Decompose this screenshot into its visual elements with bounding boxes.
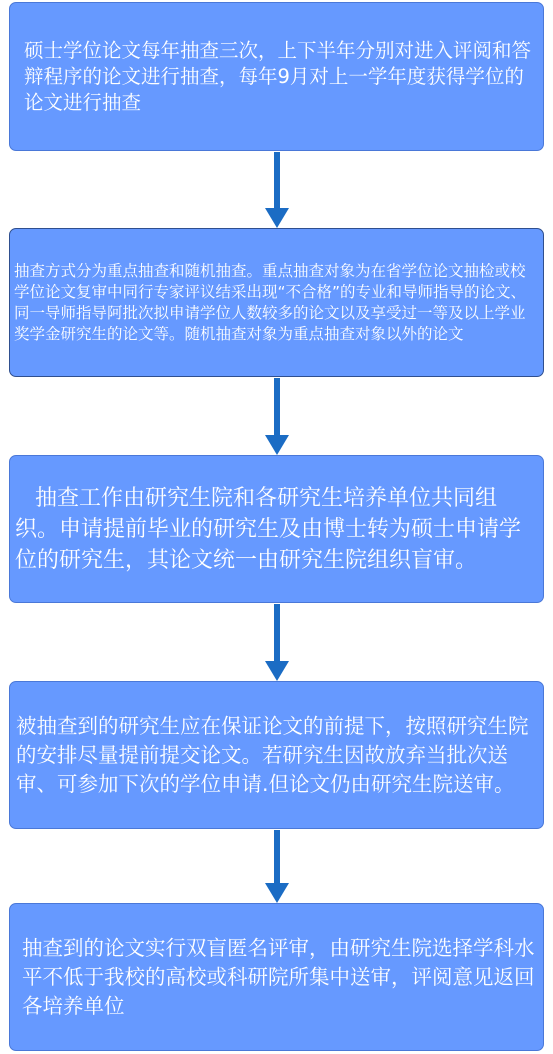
down-arrow-icon (265, 830, 289, 903)
arrow-head (265, 661, 289, 681)
flow-step-5 (9, 903, 544, 1051)
arrow-shaft (274, 378, 280, 437)
down-arrow-icon (265, 378, 289, 455)
arrow-shaft (274, 830, 280, 885)
flow-step-2-text: 抽查方式分为重点抽查和随机抽查。重点抽查对象为在省学位论文抽检或校学位论文复审中同行专家评议结采出现“不合格”的专业和导师指导的论文、同一导师指导阿批次拟申请学位人数较多的论文以及享受过一等及以上学业奖学金研究生的论文等。随机抽查对象为重点抽查对象以外的论文 (14, 261, 527, 343)
arrow-shaft (274, 152, 280, 210)
flow-step-2 (9, 228, 544, 377)
arrow-head (265, 883, 289, 903)
flow-step-3 (9, 455, 544, 603)
arrow-head (265, 208, 289, 228)
arrow-shaft (274, 604, 280, 663)
flow-step-3-text: 抽查工作由研究生院和各研究生培养单位共同组织。申请提前毕业的研究生及由博士转为硕士申请学位的研究生，其论文统一由研究生院组织盲审。 (15, 485, 522, 573)
down-arrow-icon (265, 152, 289, 228)
flow-step-4 (9, 681, 544, 829)
flow-step-1-text: 硕士学位论文每年抽查三次，上下半年分别对进入评阅和答辩程序的论文进行抽查，每年9月对上一学年度获得学位的论文进行抽查 (24, 38, 532, 114)
arrow-head (265, 435, 289, 455)
flow-step-4-text: 被抽查到的研究生应在保证论文的前提下，按照研究生院的安排尽量提前提交论文。若研究生因故放弃当批次送审、可参加下次的学位申请.但论文仍由研究生院送审。 (16, 713, 529, 796)
flow-step-1 (9, 2, 544, 151)
flow-step-5-text: 抽查到的论文实行双盲匿名评审，由研究生院选择学科水平不低于我校的高校或科研院所集中送审，评阅意见返回各培养单位 (22, 935, 535, 1018)
down-arrow-icon (265, 604, 289, 681)
